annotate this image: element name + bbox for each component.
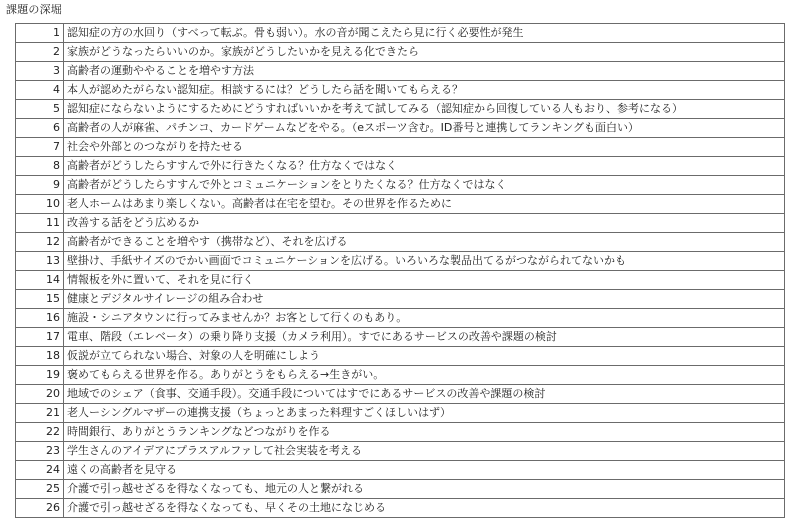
table-row (16, 252, 785, 271)
issue-text-cell[interactable]: 高齢者の運動ややることを増やす方法 (64, 62, 785, 81)
table-row (16, 271, 785, 290)
table-row (16, 138, 785, 157)
row-number-cell[interactable]: 9 (16, 176, 64, 195)
table-row (16, 385, 785, 404)
issue-text-cell[interactable]: 施設・シニアタウンに行ってみませんか？お客として行くのもあり。 (64, 309, 785, 328)
row-number-cell[interactable]: 25 (16, 480, 64, 499)
row-number-cell[interactable]: 26 (16, 499, 64, 518)
issues-table-body (16, 24, 785, 518)
row-number-cell[interactable]: 22 (16, 423, 64, 442)
row-number-cell[interactable]: 18 (16, 347, 64, 366)
issue-text-cell[interactable]: 認知症にならないようにするためにどうすればいいかを考えて試してみる（認知症から回復している人もおり、参考になる） (64, 100, 785, 119)
issue-text-cell[interactable]: 高齢者の人が麻雀、パチンコ、カードゲームなどをやる。（eスポーツ含む。ID番号と連携してランキングも面白い） (64, 119, 785, 138)
issue-text-cell[interactable]: 学生さんのアイデアにプラスアルファして社会実装を考える (64, 442, 785, 461)
issue-text-cell[interactable]: 健康とデジタルサイレージの組み合わせ (64, 290, 785, 309)
table-row (16, 176, 785, 195)
row-number-cell[interactable]: 24 (16, 461, 64, 480)
row-number-cell[interactable]: 19 (16, 366, 64, 385)
table-row (16, 366, 785, 385)
issue-text-cell[interactable]: 改善する話をどう広めるか (64, 214, 785, 233)
table-row (16, 461, 785, 480)
issue-text-cell[interactable]: 認知症の方の水回り（すべって転ぶ。骨も弱い）。水の音が聞こえたら見に行く必要性が発生 (64, 24, 785, 43)
row-number-cell[interactable]: 6 (16, 119, 64, 138)
row-number-cell[interactable]: 17 (16, 328, 64, 347)
row-number-cell[interactable]: 21 (16, 404, 64, 423)
row-number-cell[interactable]: 8 (16, 157, 64, 176)
issue-text-cell[interactable]: 褒めてもらえる世界を作る。ありがとうをもらえる→生きがい。 (64, 366, 785, 385)
table-row (16, 43, 785, 62)
issue-text-cell[interactable]: 老人ーシングルマザーの連携支援（ちょっとあまった料理すごくほしいはず） (64, 404, 785, 423)
issue-text-cell[interactable]: 地域でのシェア（食事、交通手段）。交通手段についてはすでにあるサービスの改善や課題の検討 (64, 385, 785, 404)
issue-text-cell[interactable]: 情報板を外に置いて、それを見に行く (64, 271, 785, 290)
row-number-cell[interactable]: 14 (16, 271, 64, 290)
issue-text-cell[interactable]: 遠くの高齢者を見守る (64, 461, 785, 480)
issue-text-cell[interactable]: 壁掛け、手紙サイズのでかい画面でコミュニケーションを広げる。いろいろな製品出てるがつながられてないかも (64, 252, 785, 271)
row-number-cell[interactable]: 5 (16, 100, 64, 119)
issue-text-cell[interactable]: 家族がどうなったらいいのか。家族がどうしたいかを見える化できたら (64, 43, 785, 62)
table-row (16, 442, 785, 461)
table-row (16, 24, 785, 43)
table-row (16, 404, 785, 423)
sheet-title: 課題の深堀 (6, 3, 62, 16)
row-number-cell[interactable]: 10 (16, 195, 64, 214)
issue-text-cell[interactable]: 社会や外部とのつながりを持たせる (64, 138, 785, 157)
table-row (16, 423, 785, 442)
table-row (16, 233, 785, 252)
table-row (16, 480, 785, 499)
row-number-cell[interactable]: 1 (16, 24, 64, 43)
table-row (16, 499, 785, 518)
issue-text-cell[interactable]: 高齢者ができることを増やす（携帯など）、それを広げる (64, 233, 785, 252)
issue-text-cell[interactable]: 仮説が立てられない場合、対象の人を明確にしよう (64, 347, 785, 366)
table-row (16, 290, 785, 309)
table-row (16, 62, 785, 81)
table-row (16, 347, 785, 366)
table-row (16, 195, 785, 214)
issues-table (15, 23, 785, 518)
table-row (16, 100, 785, 119)
table-row (16, 119, 785, 138)
row-number-cell[interactable]: 2 (16, 43, 64, 62)
issue-text-cell[interactable]: 本人が認めたがらない認知症。相談するには？どうしたら話を聞いてもらえる？ (64, 81, 785, 100)
row-number-cell[interactable]: 20 (16, 385, 64, 404)
row-number-cell[interactable]: 16 (16, 309, 64, 328)
table-row (16, 81, 785, 100)
row-number-cell[interactable]: 12 (16, 233, 64, 252)
table-row (16, 214, 785, 233)
row-number-cell[interactable]: 13 (16, 252, 64, 271)
row-number-cell[interactable]: 3 (16, 62, 64, 81)
row-number-cell[interactable]: 7 (16, 138, 64, 157)
table-row (16, 309, 785, 328)
row-number-cell[interactable]: 15 (16, 290, 64, 309)
row-number-cell[interactable]: 11 (16, 214, 64, 233)
issue-text-cell[interactable]: 介護で引っ越せざるを得なくなっても、地元の人と繋がれる (64, 480, 785, 499)
issue-text-cell[interactable]: 電車、階段（エレベータ）の乗り降り支援（カメラ利用）。すでにあるサービスの改善や課題の検討 (64, 328, 785, 347)
issue-text-cell[interactable]: 時間銀行、ありがとうランキングなどつながりを作る (64, 423, 785, 442)
issue-text-cell[interactable]: 介護で引っ越せざるを得なくなっても、早くその土地になじめる (64, 499, 785, 518)
issue-text-cell[interactable]: 老人ホームはあまり楽しくない。高齢者は在宅を望む。その世界を作るために (64, 195, 785, 214)
table-row (16, 157, 785, 176)
issue-text-cell[interactable]: 高齢者がどうしたらすすんで外とコミュニケーションをとりたくなる？仕方なくではなく (64, 176, 785, 195)
table-row (16, 328, 785, 347)
issue-text-cell[interactable]: 高齢者がどうしたらすすんで外に行きたくなる？仕方なくではなく (64, 157, 785, 176)
row-number-cell[interactable]: 23 (16, 442, 64, 461)
row-number-cell[interactable]: 4 (16, 81, 64, 100)
